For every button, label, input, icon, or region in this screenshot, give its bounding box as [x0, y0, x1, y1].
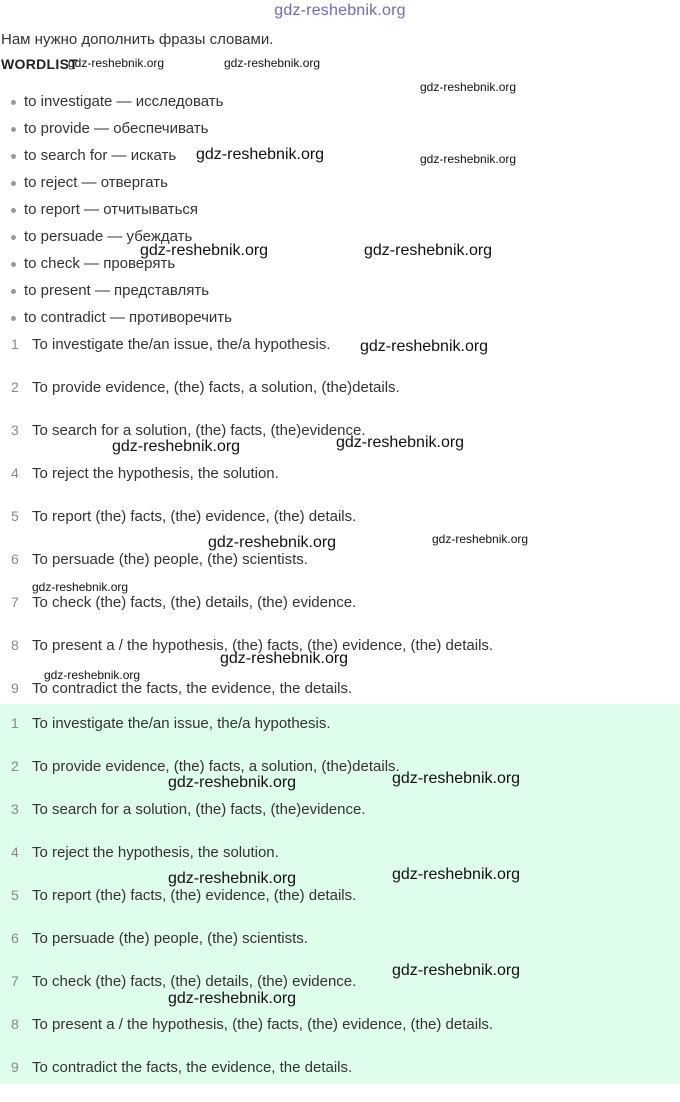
answer-number: 4	[11, 465, 19, 481]
bullet-icon	[11, 235, 16, 240]
watermark: gdz-reshebnik.org	[68, 56, 165, 70]
answer-item	[0, 1059, 680, 1102]
answer-number: 8	[11, 637, 19, 653]
answer-item	[0, 336, 680, 379]
watermark: gdz-reshebnik.org	[420, 80, 517, 94]
answer-number: 5	[11, 887, 19, 903]
answer-text: To check (the) facts, (the) details, (the) evidence.	[32, 973, 357, 990]
wordlist-item	[0, 88, 680, 115]
answer-item	[0, 973, 680, 1016]
bullet-icon	[11, 208, 16, 213]
answer-number: 2	[11, 758, 19, 774]
watermark: gdz-reshebnik.org	[32, 580, 129, 594]
answer-text: To persuade (the) people, (the) scientists.	[32, 551, 308, 568]
answer-number: 7	[11, 594, 19, 610]
wordlist-item-text: to report — отчитываться	[24, 201, 199, 218]
answer-text: To present a / the hypothesis, (the) facts, (the) evidence, (the) details.	[32, 1016, 494, 1033]
watermark: gdz-reshebnik.org	[196, 146, 325, 163]
bullet-icon	[11, 316, 16, 321]
wordlist	[0, 88, 680, 331]
wordlist-item-text: to persuade — убеждать	[24, 228, 193, 245]
answer-item	[0, 465, 680, 508]
answer-number: 5	[11, 508, 19, 524]
bullet-icon	[11, 289, 16, 294]
watermark: gdz-reshebnik.org	[392, 962, 521, 979]
answer-item	[0, 594, 680, 637]
answer-text: To contradict the facts, the evidence, the details.	[32, 1059, 353, 1076]
wordlist-item	[0, 196, 680, 223]
watermark: gdz-reshebnik.org	[432, 532, 529, 546]
bullet-icon	[11, 127, 16, 132]
wordlist-item-text: to search for — искать	[24, 147, 177, 164]
watermark: gdz-reshebnik.org	[224, 56, 321, 70]
wordlist-item	[0, 115, 680, 142]
answer-item	[0, 801, 680, 844]
wordlist-item	[0, 223, 680, 250]
answer-item	[0, 379, 680, 422]
wordlist-item-text: to provide — обеспечивать	[24, 120, 209, 137]
wordlist-item-text: to contradict — противоречить	[24, 309, 232, 326]
answer-text: To reject the hypothesis, the solution.	[32, 465, 279, 482]
answer-text: To persuade (the) people, (the) scientists.	[32, 930, 308, 947]
watermark: gdz-reshebnik.org	[220, 650, 349, 667]
answer-text: To report (the) facts, (the) evidence, (the) details.	[32, 887, 357, 904]
answer-text: To search for a solution, (the) facts, (the)evidence.	[32, 422, 366, 439]
answer-number: 3	[11, 801, 19, 817]
answer-number: 3	[11, 422, 19, 438]
wordlist-title: WORDLIST	[1, 56, 79, 72]
intro-text: Нам нужно дополнить фразы словами.	[1, 31, 274, 48]
watermark: gdz-reshebnik.org	[112, 438, 241, 455]
wordlist-item	[0, 250, 680, 277]
wordlist-item	[0, 304, 680, 331]
answer-item	[0, 887, 680, 930]
answer-item	[0, 1016, 680, 1059]
watermark: gdz-reshebnik.org	[420, 152, 517, 166]
answer-item	[0, 758, 680, 801]
wordlist-item-text: to check — проверять	[24, 255, 176, 272]
wordlist-item	[0, 169, 680, 196]
watermark: gdz-reshebnik.org	[360, 338, 489, 355]
watermark: gdz-reshebnik.org	[140, 242, 269, 259]
watermark: gdz-reshebnik.org	[168, 990, 297, 1007]
watermark: gdz-reshebnik.org	[208, 534, 337, 551]
answer-item	[0, 508, 680, 551]
answer-item	[0, 930, 680, 973]
bullet-icon	[11, 181, 16, 186]
watermark: gdz-reshebnik.org	[44, 668, 141, 682]
answer-item	[0, 844, 680, 887]
wordlist-item	[0, 277, 680, 304]
answer-number: 6	[11, 551, 19, 567]
bullet-icon	[11, 262, 16, 267]
answer-text: To reject the hypothesis, the solution.	[32, 844, 279, 861]
answer-number: 1	[11, 715, 19, 731]
watermark: gdz-reshebnik.org	[336, 434, 465, 451]
wordlist-item	[0, 142, 680, 169]
answer-text: To provide evidence, (the) facts, a solution, (the)details.	[32, 758, 400, 775]
answer-text: To report (the) facts, (the) evidence, (the) details.	[32, 508, 357, 525]
watermark: gdz-reshebnik.org	[364, 242, 493, 259]
bullet-icon	[11, 100, 16, 105]
answer-number: 8	[11, 1016, 19, 1032]
answer-number: 1	[11, 336, 19, 352]
answer-text: To contradict the facts, the evidence, the details.	[32, 680, 353, 697]
answer-text: To present a / the hypothesis, (the) facts, (the) evidence, (the) details.	[32, 637, 494, 654]
answer-text: To provide evidence, (the) facts, a solution, (the)details.	[32, 379, 400, 396]
answer-text: To check (the) facts, (the) details, (the) evidence.	[32, 594, 357, 611]
answer-number: 9	[11, 1059, 19, 1075]
answer-text: To search for a solution, (the) facts, (the)evidence.	[32, 801, 366, 818]
answer-text: To investigate the/an issue, the/a hypothesis.	[32, 336, 331, 353]
wordlist-item-text: to present — представлять	[24, 282, 210, 299]
answer-item	[0, 715, 680, 758]
watermark: gdz-reshebnik.org	[168, 870, 297, 887]
answer-number: 6	[11, 930, 19, 946]
watermark: gdz-reshebnik.org	[168, 774, 297, 791]
answer-text: To investigate the/an issue, the/a hypothesis.	[32, 715, 331, 732]
site-header-link[interactable]: gdz-reshebnik.org	[274, 2, 406, 19]
answer-number: 7	[11, 973, 19, 989]
bullet-icon	[11, 154, 16, 159]
watermark: gdz-reshebnik.org	[392, 770, 521, 787]
answer-number: 4	[11, 844, 19, 860]
answer-number: 2	[11, 379, 19, 395]
wordlist-item-text: to investigate — исследовать	[24, 93, 224, 110]
answer-list-second	[0, 715, 680, 1102]
answer-number: 9	[11, 680, 19, 696]
watermark: gdz-reshebnik.org	[392, 866, 521, 883]
wordlist-item-text: to reject — отвергать	[24, 174, 168, 191]
